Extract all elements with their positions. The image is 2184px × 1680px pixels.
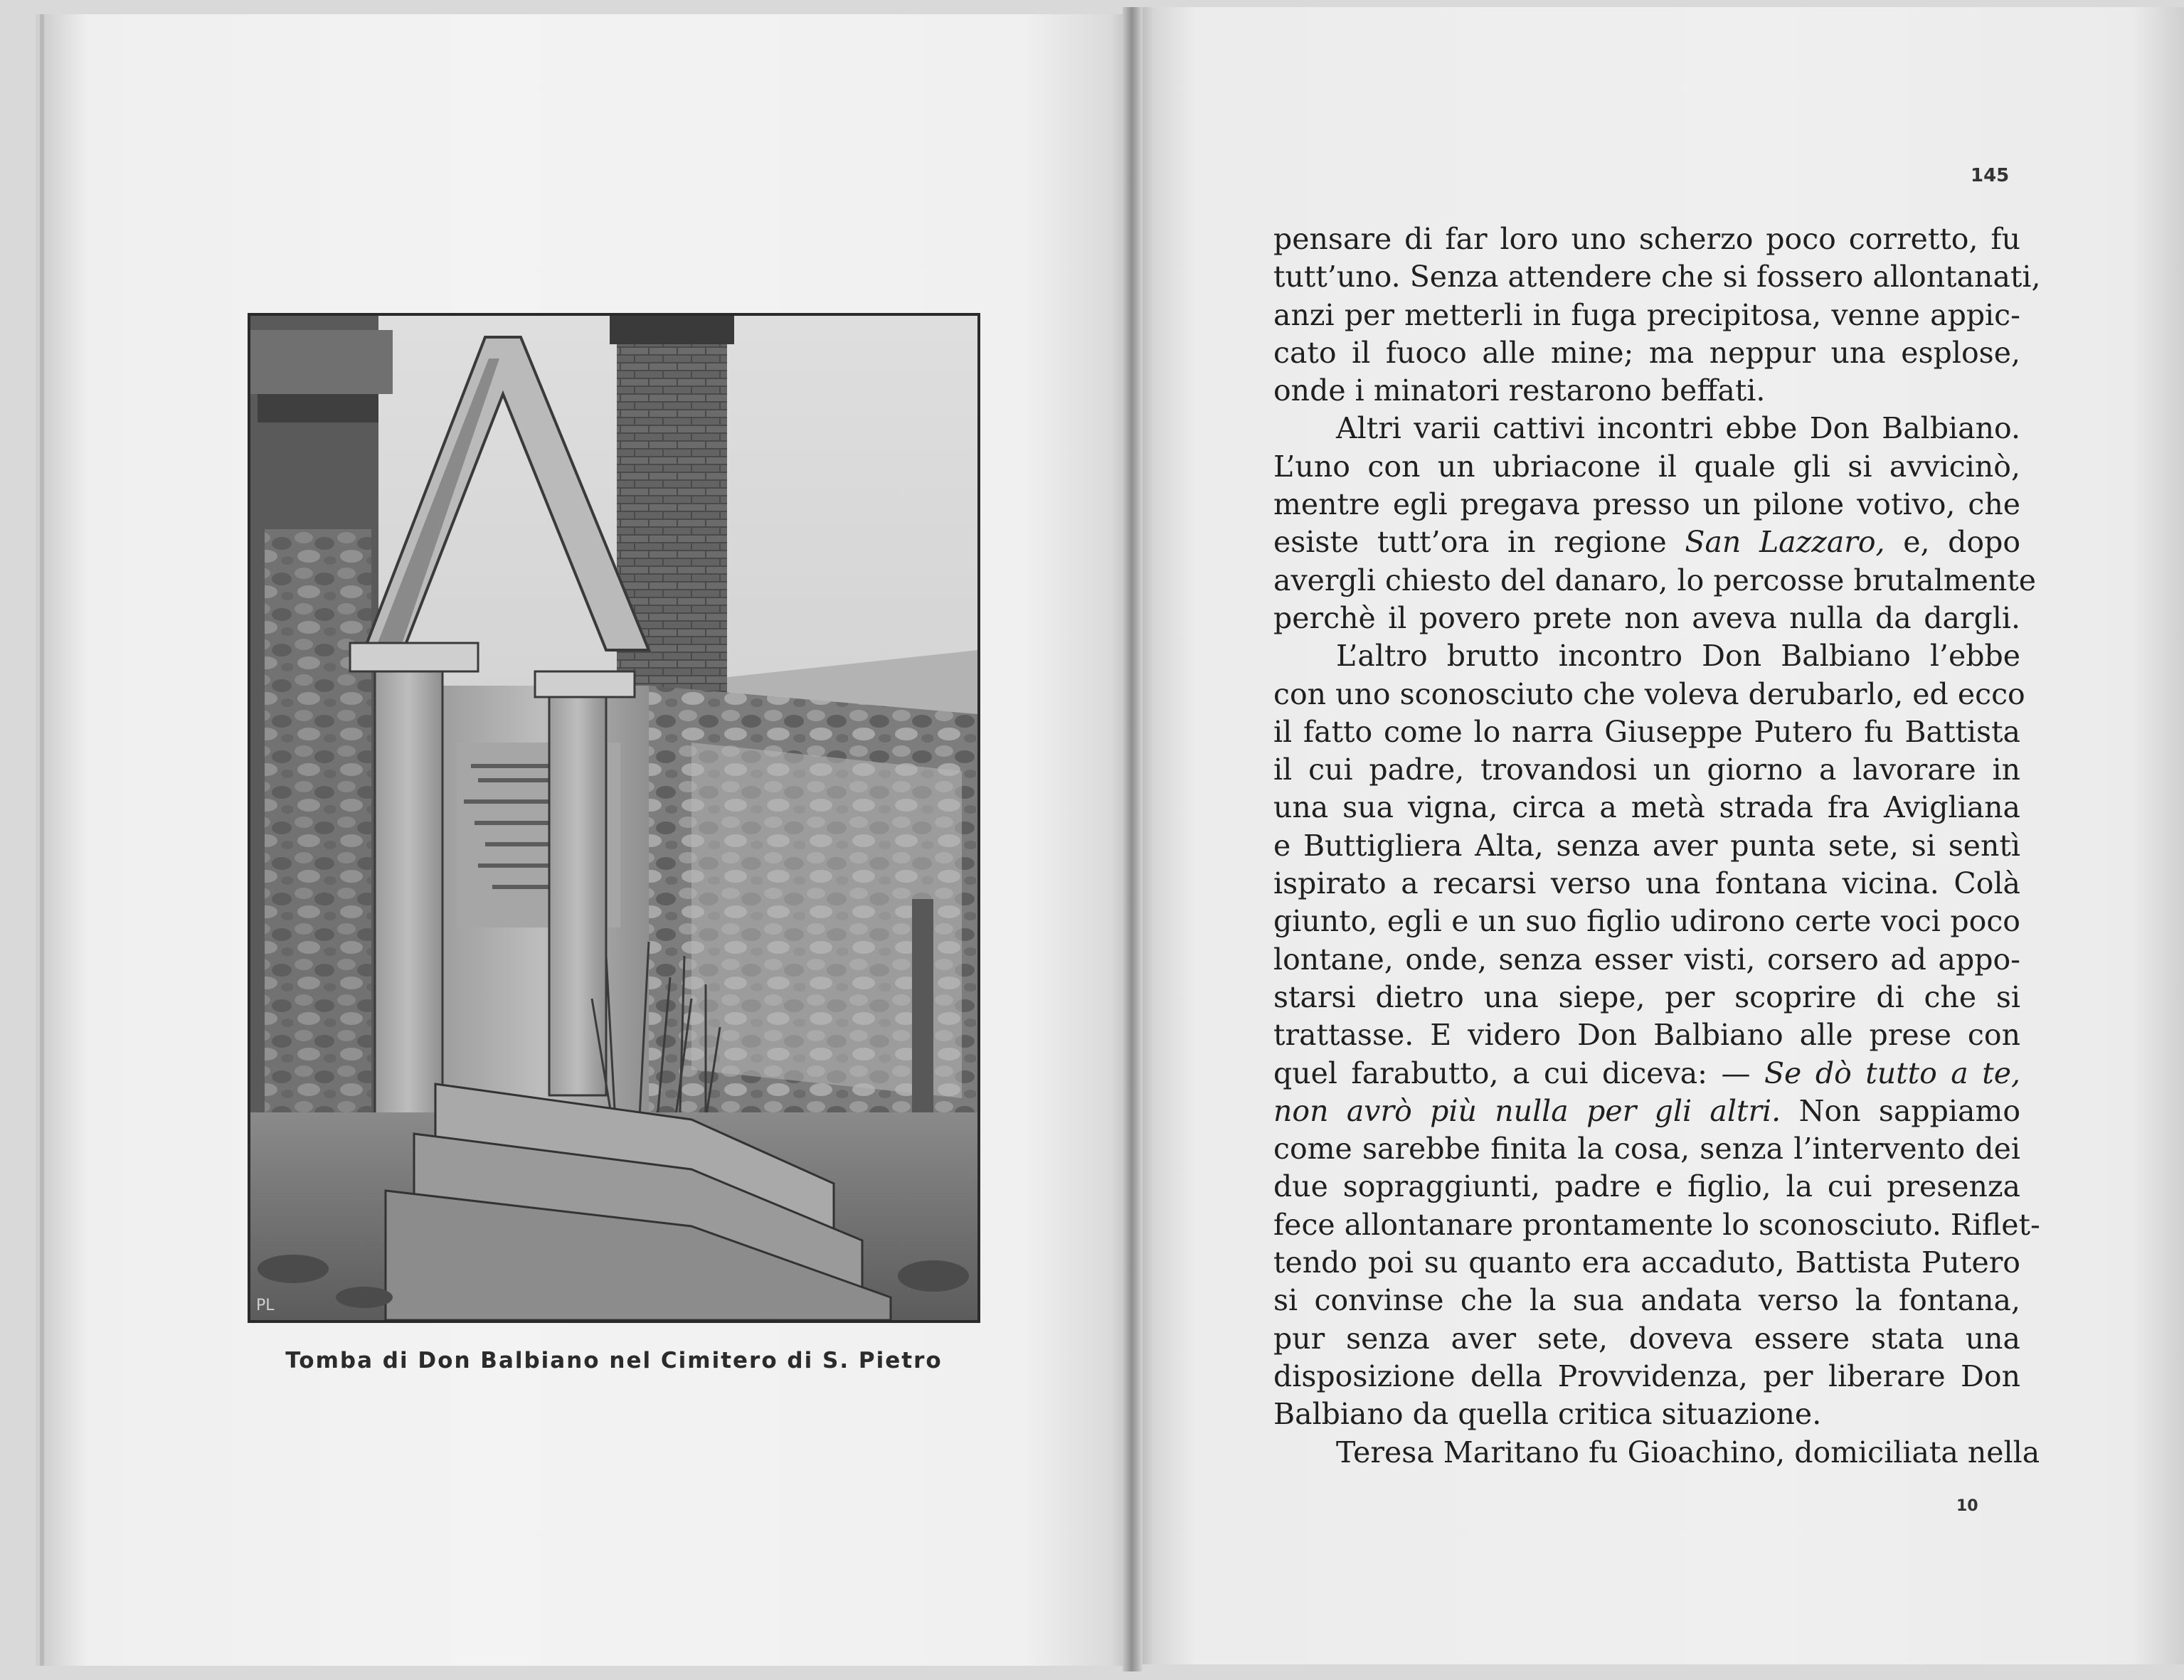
text-line: mentre egli pregava presso un pilone votivo, che — [1273, 487, 2020, 522]
text-line: Altri varii cattivi incontri ebbe Don Balbiano. — [1336, 411, 2020, 446]
text-line: perchè il povero prete non aveva nulla da dargli. — [1273, 600, 2020, 635]
text-line: Balbiano da quella critica situazione. — [1273, 1397, 1822, 1432]
text-line: pensare di far loro uno scherzo poco corretto, fu — [1273, 222, 2020, 256]
text-line: giunto, egli e un suo figlio udirono certe voci poco — [1273, 904, 2020, 939]
tomb-photograph-drawing — [250, 316, 977, 1320]
text-line: esiste tutt’ora in regione San Lazzaro, e, dopo — [1273, 525, 2020, 560]
text-line: ispirato a recarsi verso una fontana vicina. Colà — [1273, 866, 2020, 901]
text-line: quel farabutto, a cui diceva: — Se dò tutto a te, — [1273, 1056, 2020, 1090]
text-line: tendo poi su quanto era accaduto, Battista Putero — [1273, 1245, 2020, 1280]
page-number: 145 — [1971, 165, 2010, 186]
text-line: il cui padre, trovandosi un giorno a lavorare in — [1273, 753, 2020, 787]
book-gutter — [1123, 7, 1143, 1671]
text-line: avergli chiesto del danaro, lo percosse brutalmente — [1273, 563, 2037, 597]
text-line: onde i minatori restarono beffati. — [1273, 373, 1766, 408]
text-line: starsi dietro una siepe, per scoprire di che si — [1273, 979, 2020, 1014]
text-line: L’uno con un ubriacone il quale gli si avvicinò, — [1273, 449, 2020, 484]
text-line: disposizione della Provvidenza, per liberare Don — [1273, 1359, 2020, 1393]
text-line: e Buttigliera Alta, senza aver punta sete, si sentì — [1273, 828, 2020, 863]
text-line: si convinse che la sua andata verso la fontana, — [1273, 1283, 2020, 1318]
text-line: due sopraggiunti, padre e figlio, la cui presenza — [1273, 1169, 2020, 1204]
body-text — [1273, 220, 2041, 1472]
text-line: Teresa Maritano fu Gioachino, domiciliata nella — [1336, 1435, 2040, 1469]
text-line: L’altro brutto incontro Don Balbiano l’ebbe — [1336, 639, 2020, 674]
tomb-photograph — [248, 313, 980, 1323]
signature-mark: 10 — [1956, 1497, 1978, 1515]
text-line: una sua vigna, circa a metà strada fra Avigliana — [1273, 790, 2020, 825]
text-line: il fatto come lo narra Giuseppe Putero fu Battista — [1273, 714, 2020, 749]
text-line: cato il fuoco alle mine; ma neppur una esplose, — [1273, 335, 2020, 370]
text-line: non avrò più nulla per gli altri. Non sappiamo — [1273, 1093, 2020, 1128]
photo-caption: Tomba di Don Balbiano nel Cimitero di S. Pietro — [285, 1348, 943, 1373]
text-line: fece allontanare prontamente lo sconosciuto. Riflet- — [1273, 1207, 2040, 1242]
text-line: anzi per metterli in fuga precipitosa, venne appic- — [1273, 297, 2020, 332]
text-line: lontane, onde, senza esser visti, corsero ad appo- — [1273, 942, 2020, 977]
text-line: tutt’uno. Senza attendere che si fossero allontanati, — [1273, 260, 2041, 294]
text-line: con uno sconosciuto che voleva derubarlo, ed ecco — [1273, 676, 2025, 711]
text-line: pur senza aver sete, doveva essere stata una — [1273, 1321, 2020, 1356]
photo-monogram: PL — [256, 1297, 275, 1314]
text-line: trattasse. E videro Don Balbiano alle prese con — [1273, 1018, 2020, 1053]
text-line: come sarebbe finita la cosa, senza l’intervento dei — [1273, 1132, 2020, 1166]
